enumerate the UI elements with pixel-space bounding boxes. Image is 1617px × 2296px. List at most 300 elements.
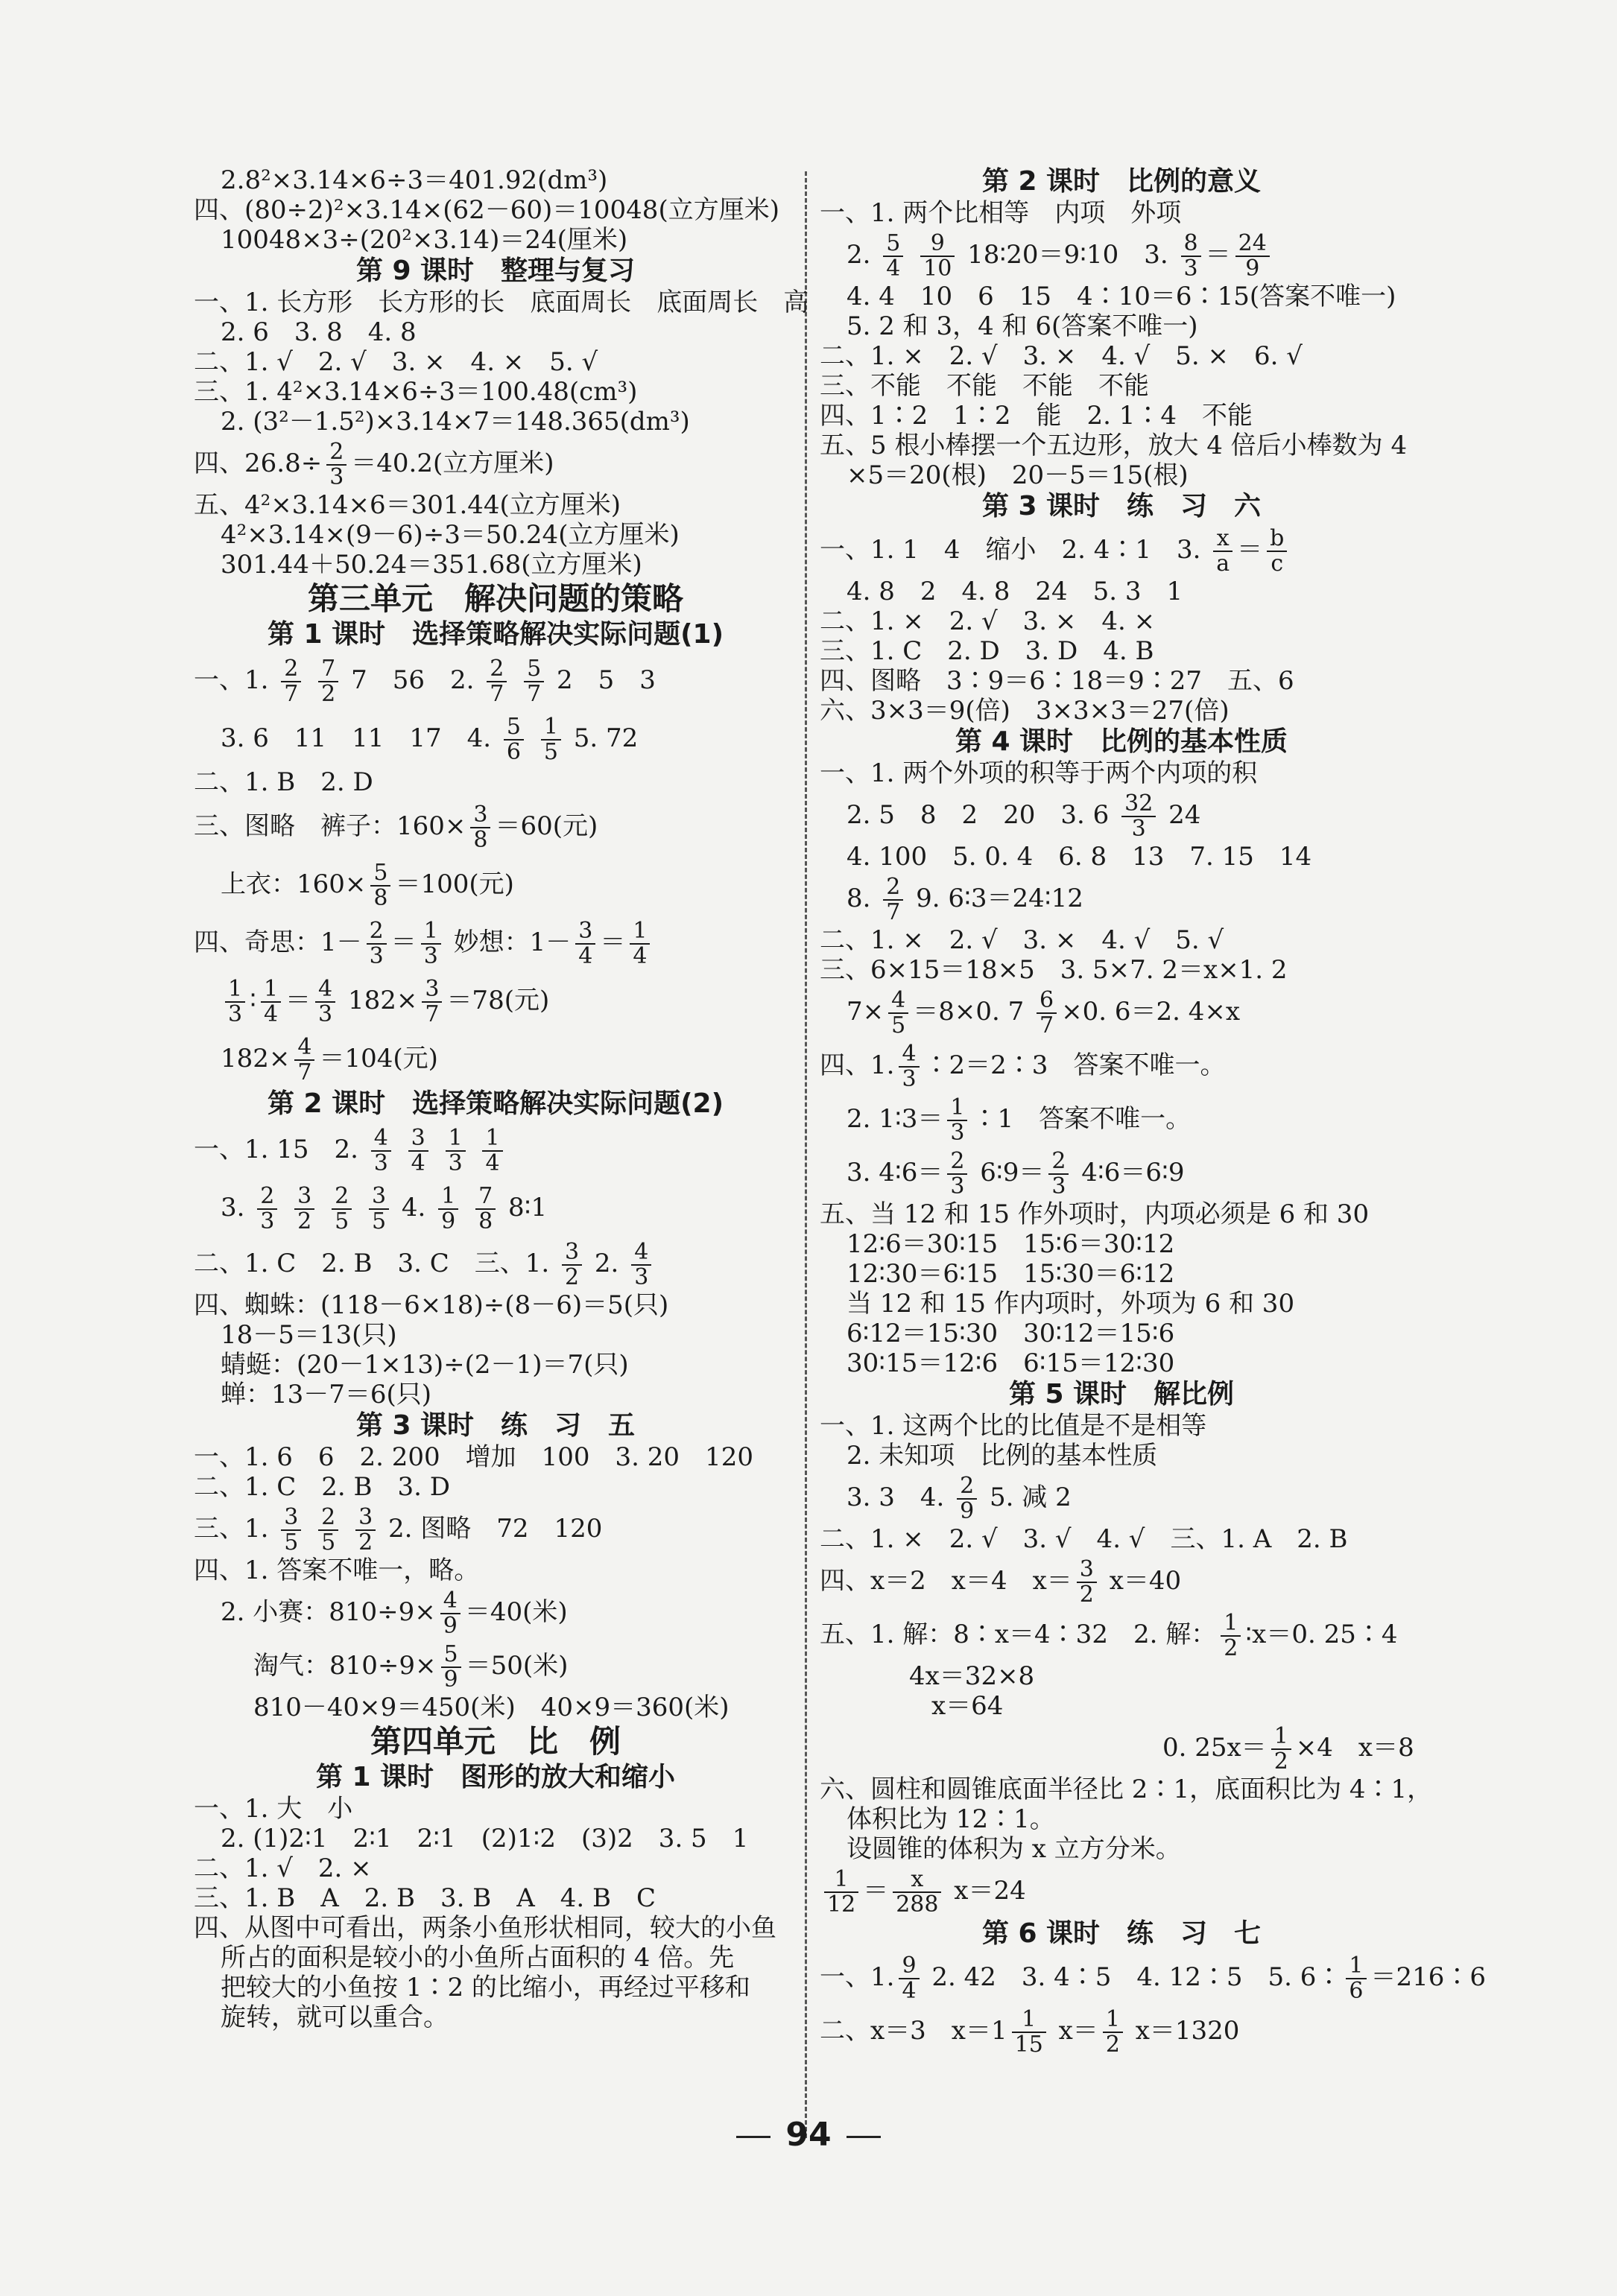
text-line: 二、1. × 2. √ 3. × 4. ×	[820, 606, 1156, 636]
text-line	[820, 1608, 1423, 1661]
numerator: 2	[367, 919, 387, 945]
fraction	[575, 919, 595, 968]
unit-heading: 第三单元 解决问题的策略	[307, 580, 683, 617]
text-span: ＝	[1205, 240, 1231, 270]
fraction	[441, 1643, 461, 1692]
numerator: 1	[1221, 1611, 1241, 1637]
denominator: 3	[448, 1150, 463, 1176]
fraction	[541, 715, 561, 764]
text-line: 六、圆柱和圆锥底面半径比 2∶1，底面积比为 4∶1，	[820, 1775, 1433, 1804]
numerator: 2	[318, 1506, 338, 1531]
fraction	[438, 1185, 458, 1234]
numerator: 3	[355, 1506, 376, 1531]
numerator: 3	[408, 1126, 428, 1152]
numerator: 7	[475, 1185, 496, 1210]
left-column	[194, 165, 809, 2032]
text-line: 2. (1)2∶1 2∶1 2∶1 (2)1∶2 (3)2 3. 5 1	[221, 1824, 749, 1853]
text-line: 二、1. B 2. D	[194, 767, 373, 797]
text-line	[820, 2004, 1423, 2058]
numerator: 1	[225, 977, 245, 1003]
text-span: 5. 72	[573, 723, 639, 753]
lesson-heading: 第 9 课时 整理与复习	[355, 256, 636, 286]
text-span: 一、1. 15 2.	[194, 1135, 358, 1164]
text-line: 一、1. 两个外项的积等于两个内项的积	[820, 758, 1258, 788]
text-span: 2 5 3	[557, 665, 656, 695]
denominator: 3	[950, 1173, 965, 1199]
numerator: 1	[261, 977, 281, 1003]
numerator: 4	[888, 989, 908, 1014]
lesson-heading: 第 1 课时 选择策略解决实际问题(1)	[267, 619, 724, 650]
numerator: x	[1213, 527, 1232, 552]
numerator: 1	[1271, 1725, 1291, 1750]
numerator: 5	[524, 657, 544, 682]
numerator: 2	[332, 1185, 352, 1210]
fraction	[355, 1506, 376, 1555]
fraction	[1271, 1725, 1291, 1774]
text-line	[820, 1092, 1423, 1146]
lesson-heading: 第 3 课时 练 习 五	[355, 1410, 636, 1441]
text-line: 12∶6＝30∶15 15∶6＝30∶12	[847, 1229, 1175, 1259]
numerator: 4	[315, 977, 335, 1003]
numerator: 4	[440, 1589, 461, 1614]
text-line: 4. 100 5. 0. 4 6. 8 13 7. 15 14	[847, 842, 1312, 872]
text-span: ＝	[390, 927, 417, 957]
text-line	[820, 1950, 1487, 2004]
text-span: 5. 减 2	[990, 1482, 1072, 1512]
fraction	[1012, 2008, 1046, 2057]
text-line: 设圆锥的体积为 x 立方分米。	[847, 1834, 1181, 1864]
text-line: 30∶15＝12∶6 6∶15＝12∶30	[847, 1348, 1175, 1378]
numerator: 9	[920, 232, 955, 257]
text-line: 体积比为 12∶1。	[847, 1804, 1055, 1834]
right-column	[820, 165, 1487, 2058]
numerator: 6	[1037, 989, 1057, 1014]
numerator: 1	[421, 919, 441, 945]
numerator: 3	[422, 977, 442, 1003]
fraction	[294, 1036, 314, 1085]
lesson-heading: 第 2 课时 比例的意义	[981, 166, 1262, 197]
text-line: 一、1. 这两个比的比值是不是相等	[820, 1411, 1207, 1441]
text-line: 12∶30＝6∶15 15∶30＝6∶12	[847, 1259, 1175, 1289]
text-line	[194, 797, 797, 855]
text-span: 9. 6∶3＝24∶12	[916, 884, 1083, 913]
text-span: 一、1.	[820, 1962, 895, 1992]
denominator: 7	[490, 681, 504, 707]
numerator: x	[893, 1868, 941, 1893]
fraction	[947, 1096, 967, 1145]
lesson-heading: 第 4 课时 比例的基本性质	[955, 726, 1288, 757]
denominator: 15	[1014, 2032, 1043, 2058]
fraction	[1235, 232, 1270, 281]
denominator: 2	[1273, 1748, 1288, 1775]
text-span: ＝	[600, 927, 626, 957]
text-line: 当 12 和 15 作内项时，外项为 6 和 30	[847, 1289, 1295, 1319]
fraction	[318, 657, 338, 706]
text-span: 2. 42 3. 4∶5 4. 12∶5 5. 6∶	[931, 1962, 1342, 1992]
text-span: 三、1.	[194, 1514, 269, 1544]
text-span: ＝216∶6	[1370, 1962, 1487, 1992]
fraction	[487, 657, 507, 706]
text-span: 3. 3 4.	[847, 1482, 945, 1512]
denominator: 9	[960, 1498, 975, 1524]
page-number-text: 94	[785, 2116, 832, 2154]
text-span: ＝100(元)	[395, 869, 514, 899]
denominator: 2	[321, 681, 336, 707]
text-span: 8.	[847, 884, 871, 913]
lesson-heading: 第 1 课时 图形的放大和缩小	[315, 1762, 676, 1792]
numerator: 1	[438, 1185, 458, 1210]
fraction	[371, 1126, 391, 1176]
lesson-heading: 第 2 课时 选择策略解决实际问题(2)	[267, 1088, 724, 1119]
numerator: 4	[294, 1036, 314, 1061]
text-span: 四、1.	[820, 1050, 895, 1080]
fraction	[1221, 1611, 1241, 1661]
numerator: 8	[1181, 232, 1201, 257]
text-line: 二、1. × 2. √ 3. × 4. √ 5. × 6. √	[820, 341, 1303, 371]
text-span: ＝40(米)	[464, 1597, 568, 1627]
text-line: 五、4²×3.14×6＝301.44(立方厘米)	[194, 490, 621, 520]
text-line: 一、1. 长方形 长方形的长 底面周长 底面周长 高	[194, 288, 809, 317]
fraction	[318, 1506, 338, 1555]
text-span: 2. 1∶3＝	[847, 1104, 943, 1134]
numerator: 5	[441, 1643, 461, 1668]
text-line: 所占的面积是较小的小鱼所占面积的 4 倍。先	[221, 1943, 735, 1973]
text-line	[194, 1639, 797, 1693]
text-span: 182×	[221, 1044, 291, 1074]
text-line	[194, 437, 797, 490]
text-span: ＝104(元)	[319, 1044, 438, 1074]
fraction	[562, 1240, 582, 1290]
numerator: 2	[947, 1149, 967, 1175]
text-line: 三、6×15＝18×5 3. 5×7. 2＝x×1. 2	[820, 955, 1288, 985]
text-line: 蝉：13－7＝6(只)	[221, 1380, 432, 1409]
fraction	[281, 1506, 301, 1555]
numerator: 1	[1012, 2008, 1046, 2033]
numerator: 24	[1235, 232, 1270, 257]
text-line	[820, 1554, 1423, 1608]
fraction	[332, 1185, 352, 1234]
text-line: 2. 6 3. 8 4. 8	[221, 317, 417, 347]
numerator: 5	[504, 715, 524, 741]
text-line: 二、1. √ 2. ×	[194, 1853, 372, 1883]
denominator: 8	[473, 827, 488, 853]
numerator: 3	[575, 919, 595, 945]
denominator: 5	[335, 1208, 349, 1234]
denominator: 3	[329, 464, 344, 490]
text-span: 3.	[221, 1193, 245, 1222]
text-line: 旋转，就可以重合。	[221, 2002, 449, 2032]
text-span: 2. 5 8 2 20 3. 6	[847, 800, 1110, 830]
denominator: 7	[284, 681, 299, 707]
text-span: 3. 6 11 11 17 4.	[221, 723, 492, 753]
text-line: 三、不能 不能 不能 不能	[820, 371, 1149, 401]
denominator: 2	[565, 1264, 580, 1290]
denominator: 9	[443, 1666, 458, 1693]
text-line: 四、从图中可看出，两条小鱼形状相同，较大的小鱼	[194, 1913, 776, 1943]
text-line: 二、1. × 2. √ 3. × 4. √ 5. √	[820, 925, 1224, 955]
denominator: 3	[228, 1001, 243, 1027]
text-span: ∶2＝2∶3 答案不唯一。	[923, 1050, 1226, 1080]
text-span: 4∶6＝6∶9	[1081, 1158, 1185, 1187]
denominator: 4	[485, 1150, 500, 1176]
fraction	[421, 919, 441, 968]
text-line: 把较大的小鱼按 1∶2 的比缩小，再经过平移和	[221, 1973, 750, 2002]
text-line: 蜻蜓：(20－1×13)÷(2－1)＝7(只)	[221, 1350, 629, 1380]
text-span: ＝	[863, 1876, 889, 1906]
text-span: 2. 小赛：810÷9×	[221, 1597, 436, 1627]
text-line	[820, 985, 1423, 1038]
text-line: 二、1. × 2. √ 3. √ 4. √ 三、1. A 2. B	[820, 1524, 1348, 1554]
text-span: 2.	[847, 240, 871, 270]
numerator: 1	[482, 1126, 502, 1152]
numerator: 2	[1048, 1149, 1069, 1175]
text-span: ＝50(米)	[465, 1651, 569, 1681]
text-span: ＝8×0. 7	[913, 997, 1025, 1027]
text-line: 4. 4 10 6 15 4∶10＝6∶15(答案不唯一)	[847, 282, 1396, 311]
text-line: 2. 未知项 比例的基本性质	[847, 1441, 1158, 1471]
text-span: 6∶9＝	[980, 1158, 1045, 1187]
text-span: x＝24	[954, 1876, 1026, 1906]
fraction	[294, 1185, 314, 1234]
denominator: 3	[902, 1066, 917, 1092]
denominator: 7	[425, 1001, 440, 1027]
text-span: ＝	[285, 986, 311, 1015]
text-line: 三、1. B A 2. B 3. B A 4. B C	[194, 1883, 656, 1913]
text-span: 五、1. 解：8∶x＝4∶32 2. 解：	[820, 1620, 1217, 1649]
text-span: 四、x＝2 x＝4 x＝	[820, 1566, 1072, 1596]
text-span: ＝40.2(立方厘米)	[351, 448, 554, 478]
text-line	[194, 1502, 797, 1555]
lesson-heading: 第 5 课时 解比例	[1008, 1379, 1235, 1409]
text-line: 301.44＋50.24＝351.68(立方厘米)	[221, 550, 642, 580]
denominator: 6	[1349, 1978, 1364, 2004]
text-line	[194, 1179, 797, 1237]
text-span: 淘气：810÷9×	[253, 1651, 437, 1681]
numerator: 5	[370, 861, 390, 887]
text-line: 810－40×9＝450(米) 40×9＝360(米)	[253, 1693, 730, 1722]
denominator: 7	[886, 899, 901, 925]
text-line: 10048×3÷(20²×3.14)＝24(厘米)	[221, 225, 628, 255]
text-line	[820, 523, 1423, 577]
text-span: 8∶1	[507, 1193, 548, 1222]
fraction	[893, 1868, 941, 1917]
text-line: 四、图略 3∶9＝6∶18＝9∶27 五、6	[820, 666, 1294, 696]
text-line: 4. 8 2 4. 8 24 5. 3 1	[847, 577, 1183, 606]
fraction	[369, 1185, 389, 1234]
fraction	[475, 1185, 496, 1234]
text-line	[194, 1120, 797, 1179]
denominator: 2	[1079, 1582, 1094, 1608]
text-span: ∶x＝0. 25∶4	[1245, 1620, 1398, 1649]
numerator: 1	[824, 1868, 858, 1893]
text-span: x＝	[1058, 2016, 1098, 2046]
text-span: 一、1.	[194, 665, 269, 695]
text-span: 24	[1168, 800, 1201, 830]
denominator: a	[1216, 551, 1230, 577]
text-line: 四、1∶2 1∶2 能 2. 1∶4 不能	[820, 401, 1253, 431]
denominator: 3	[373, 1150, 388, 1176]
text-line	[820, 872, 1423, 925]
text-line	[820, 1471, 1423, 1524]
fraction	[225, 977, 245, 1027]
text-span: 妙想：1－	[453, 927, 572, 957]
denominator: 12	[827, 1891, 856, 1918]
denominator: 2	[1105, 2032, 1120, 2058]
denominator: 8	[373, 885, 388, 911]
denominator: 4	[411, 1150, 425, 1176]
denominator: 10	[923, 256, 952, 282]
text-span: 4.	[401, 1193, 426, 1222]
numerator: 3	[1077, 1558, 1097, 1583]
denominator: 4	[578, 943, 593, 969]
fraction	[261, 977, 281, 1027]
denominator: 2	[1224, 1635, 1238, 1661]
fraction	[470, 803, 490, 852]
text-line: 一、1. 两个比相等 内项 外项	[820, 198, 1182, 228]
fraction	[257, 1185, 277, 1234]
numerator: 1	[1103, 2008, 1123, 2033]
text-line	[820, 1721, 1423, 1775]
text-span: x＝40	[1109, 1566, 1182, 1596]
text-span: 二、1. C 2. B 3. C 三、1.	[194, 1249, 550, 1278]
fraction	[315, 977, 335, 1027]
text-line: 四、(80÷2)²×3.14×(62－60)＝10048(立方厘米)	[194, 195, 779, 225]
fraction	[367, 919, 387, 968]
text-line: 六、3×3＝9(倍) 3×3×3＝27(倍)	[820, 696, 1230, 726]
numerator: 1	[947, 1096, 967, 1121]
text-span: ＝60(元)	[495, 811, 598, 841]
fraction	[630, 919, 650, 968]
text-line: x＝64	[931, 1691, 1004, 1721]
lesson-heading: 第 6 课时 练 习 七	[981, 1918, 1262, 1949]
text-span: 三、图略 裤子：160×	[194, 811, 466, 841]
fraction	[1048, 1149, 1069, 1199]
text-line	[820, 788, 1423, 842]
numerator: 5	[883, 232, 903, 257]
numerator: 2	[487, 657, 507, 682]
denominator: 4	[263, 1001, 279, 1027]
text-line: 二、1. C 2. B 3. D	[194, 1472, 451, 1502]
text-line: 5. 2 和 3，4 和 6(答案不唯一)	[847, 311, 1198, 341]
numerator: 1	[541, 715, 561, 741]
denominator: 4	[886, 256, 901, 282]
denominator: 3	[260, 1208, 275, 1234]
fraction	[482, 1126, 502, 1176]
denominator: 3	[950, 1120, 965, 1146]
text-line: 一、1. 大 小	[194, 1794, 353, 1824]
text-line	[820, 228, 1423, 282]
numerator: 1	[446, 1126, 466, 1152]
text-line: 4²×3.14×(9－6)÷3＝50.24(立方厘米)	[221, 520, 680, 550]
denominator: 3	[423, 943, 438, 969]
numerator: 4	[371, 1126, 391, 1152]
text-span: 二、x＝3 x＝1	[820, 2016, 1007, 2046]
fraction	[1346, 1954, 1366, 2003]
text-line	[194, 913, 797, 971]
denominator: 6	[506, 739, 522, 765]
fraction	[440, 1589, 461, 1638]
fraction	[1213, 527, 1232, 576]
text-span: 一、1. 1 4 缩小 2. 4∶1 3.	[820, 535, 1201, 565]
text-span: 四、26.8÷	[194, 448, 323, 478]
text-span: 上衣：160×	[221, 869, 367, 899]
denominator: 5	[321, 1529, 336, 1555]
fraction	[957, 1474, 977, 1523]
denominator: 3	[634, 1264, 649, 1290]
denominator: c	[1270, 551, 1284, 577]
numerator: 32	[1121, 792, 1156, 817]
numerator: 2	[257, 1185, 277, 1210]
denominator: 3	[1183, 256, 1198, 282]
fraction	[824, 1868, 858, 1917]
numerator: 4	[631, 1240, 651, 1266]
fraction	[947, 1149, 967, 1199]
text-line	[194, 709, 797, 767]
denominator: 3	[1051, 1173, 1066, 1199]
text-line: 四、蜘蛛：(118－6×18)÷(8－6)＝5(只)	[194, 1290, 669, 1320]
text-line: 五、当 12 和 15 作外项时，内项必须是 6 和 30	[820, 1199, 1370, 1229]
denominator: 4	[902, 1978, 917, 2004]
fraction	[422, 977, 442, 1027]
text-line: 三、1. C 2. D 3. D 4. B	[820, 636, 1154, 666]
denominator: 3	[318, 1001, 333, 1027]
numerator: b	[1267, 527, 1287, 552]
text-line	[194, 855, 797, 913]
text-span: ＝	[1237, 535, 1263, 565]
text-line: 2. (3²－1.5²)×3.14×7＝148.365(dm³)	[221, 407, 690, 437]
lesson-heading: 第 3 课时 练 习 六	[981, 491, 1262, 521]
unit-heading: 第四单元 比 例	[370, 1723, 621, 1760]
numerator: 2	[281, 657, 301, 682]
text-span: ∶	[250, 986, 256, 1015]
numerator: 3	[281, 1506, 301, 1531]
fraction	[920, 232, 955, 281]
text-line: 18－5＝13(只)	[221, 1320, 397, 1350]
denominator: 288	[896, 1891, 939, 1918]
denominator: 9	[1245, 256, 1260, 282]
numerator: 1	[630, 919, 650, 945]
denominator: 7	[1040, 1012, 1054, 1038]
text-line	[820, 1038, 1423, 1092]
fraction	[1181, 232, 1201, 281]
fraction	[326, 440, 346, 489]
text-span: ∶1 答案不唯一。	[972, 1104, 1192, 1134]
text-line: 一、1. 6 6 2. 200 增加 100 3. 20 120	[194, 1442, 753, 1472]
denominator: 3	[1131, 816, 1146, 842]
fraction	[899, 1042, 919, 1091]
fraction	[631, 1240, 651, 1290]
text-line: 6∶12＝15∶30 30∶12＝15∶6	[847, 1319, 1175, 1348]
text-line: 五、5 根小棒摆一个五边形，放大 4 倍后小棒数为 4	[820, 431, 1408, 460]
denominator: 9	[443, 1613, 458, 1639]
text-line: 2.8²×3.14×6÷3＝401.92(dm³)	[221, 165, 608, 195]
denominator: 8	[478, 1208, 493, 1234]
text-span: 7 56 2.	[351, 665, 475, 695]
numerator: 3	[369, 1185, 389, 1210]
text-line	[194, 1585, 797, 1639]
text-span: 7×	[847, 997, 885, 1027]
fraction	[408, 1126, 428, 1176]
text-line: 三、1. 4²×3.14×6÷3＝100.48(cm³)	[194, 377, 638, 407]
denominator: 3	[369, 943, 384, 969]
fraction	[524, 657, 544, 706]
text-line	[194, 1237, 797, 1290]
numerator: 9	[899, 1954, 919, 1979]
text-line: ×5＝20(根) 20－5＝15(根)	[847, 460, 1189, 490]
fraction	[370, 861, 390, 910]
numerator: 2	[957, 1474, 977, 1500]
numerator: 2	[326, 440, 346, 466]
